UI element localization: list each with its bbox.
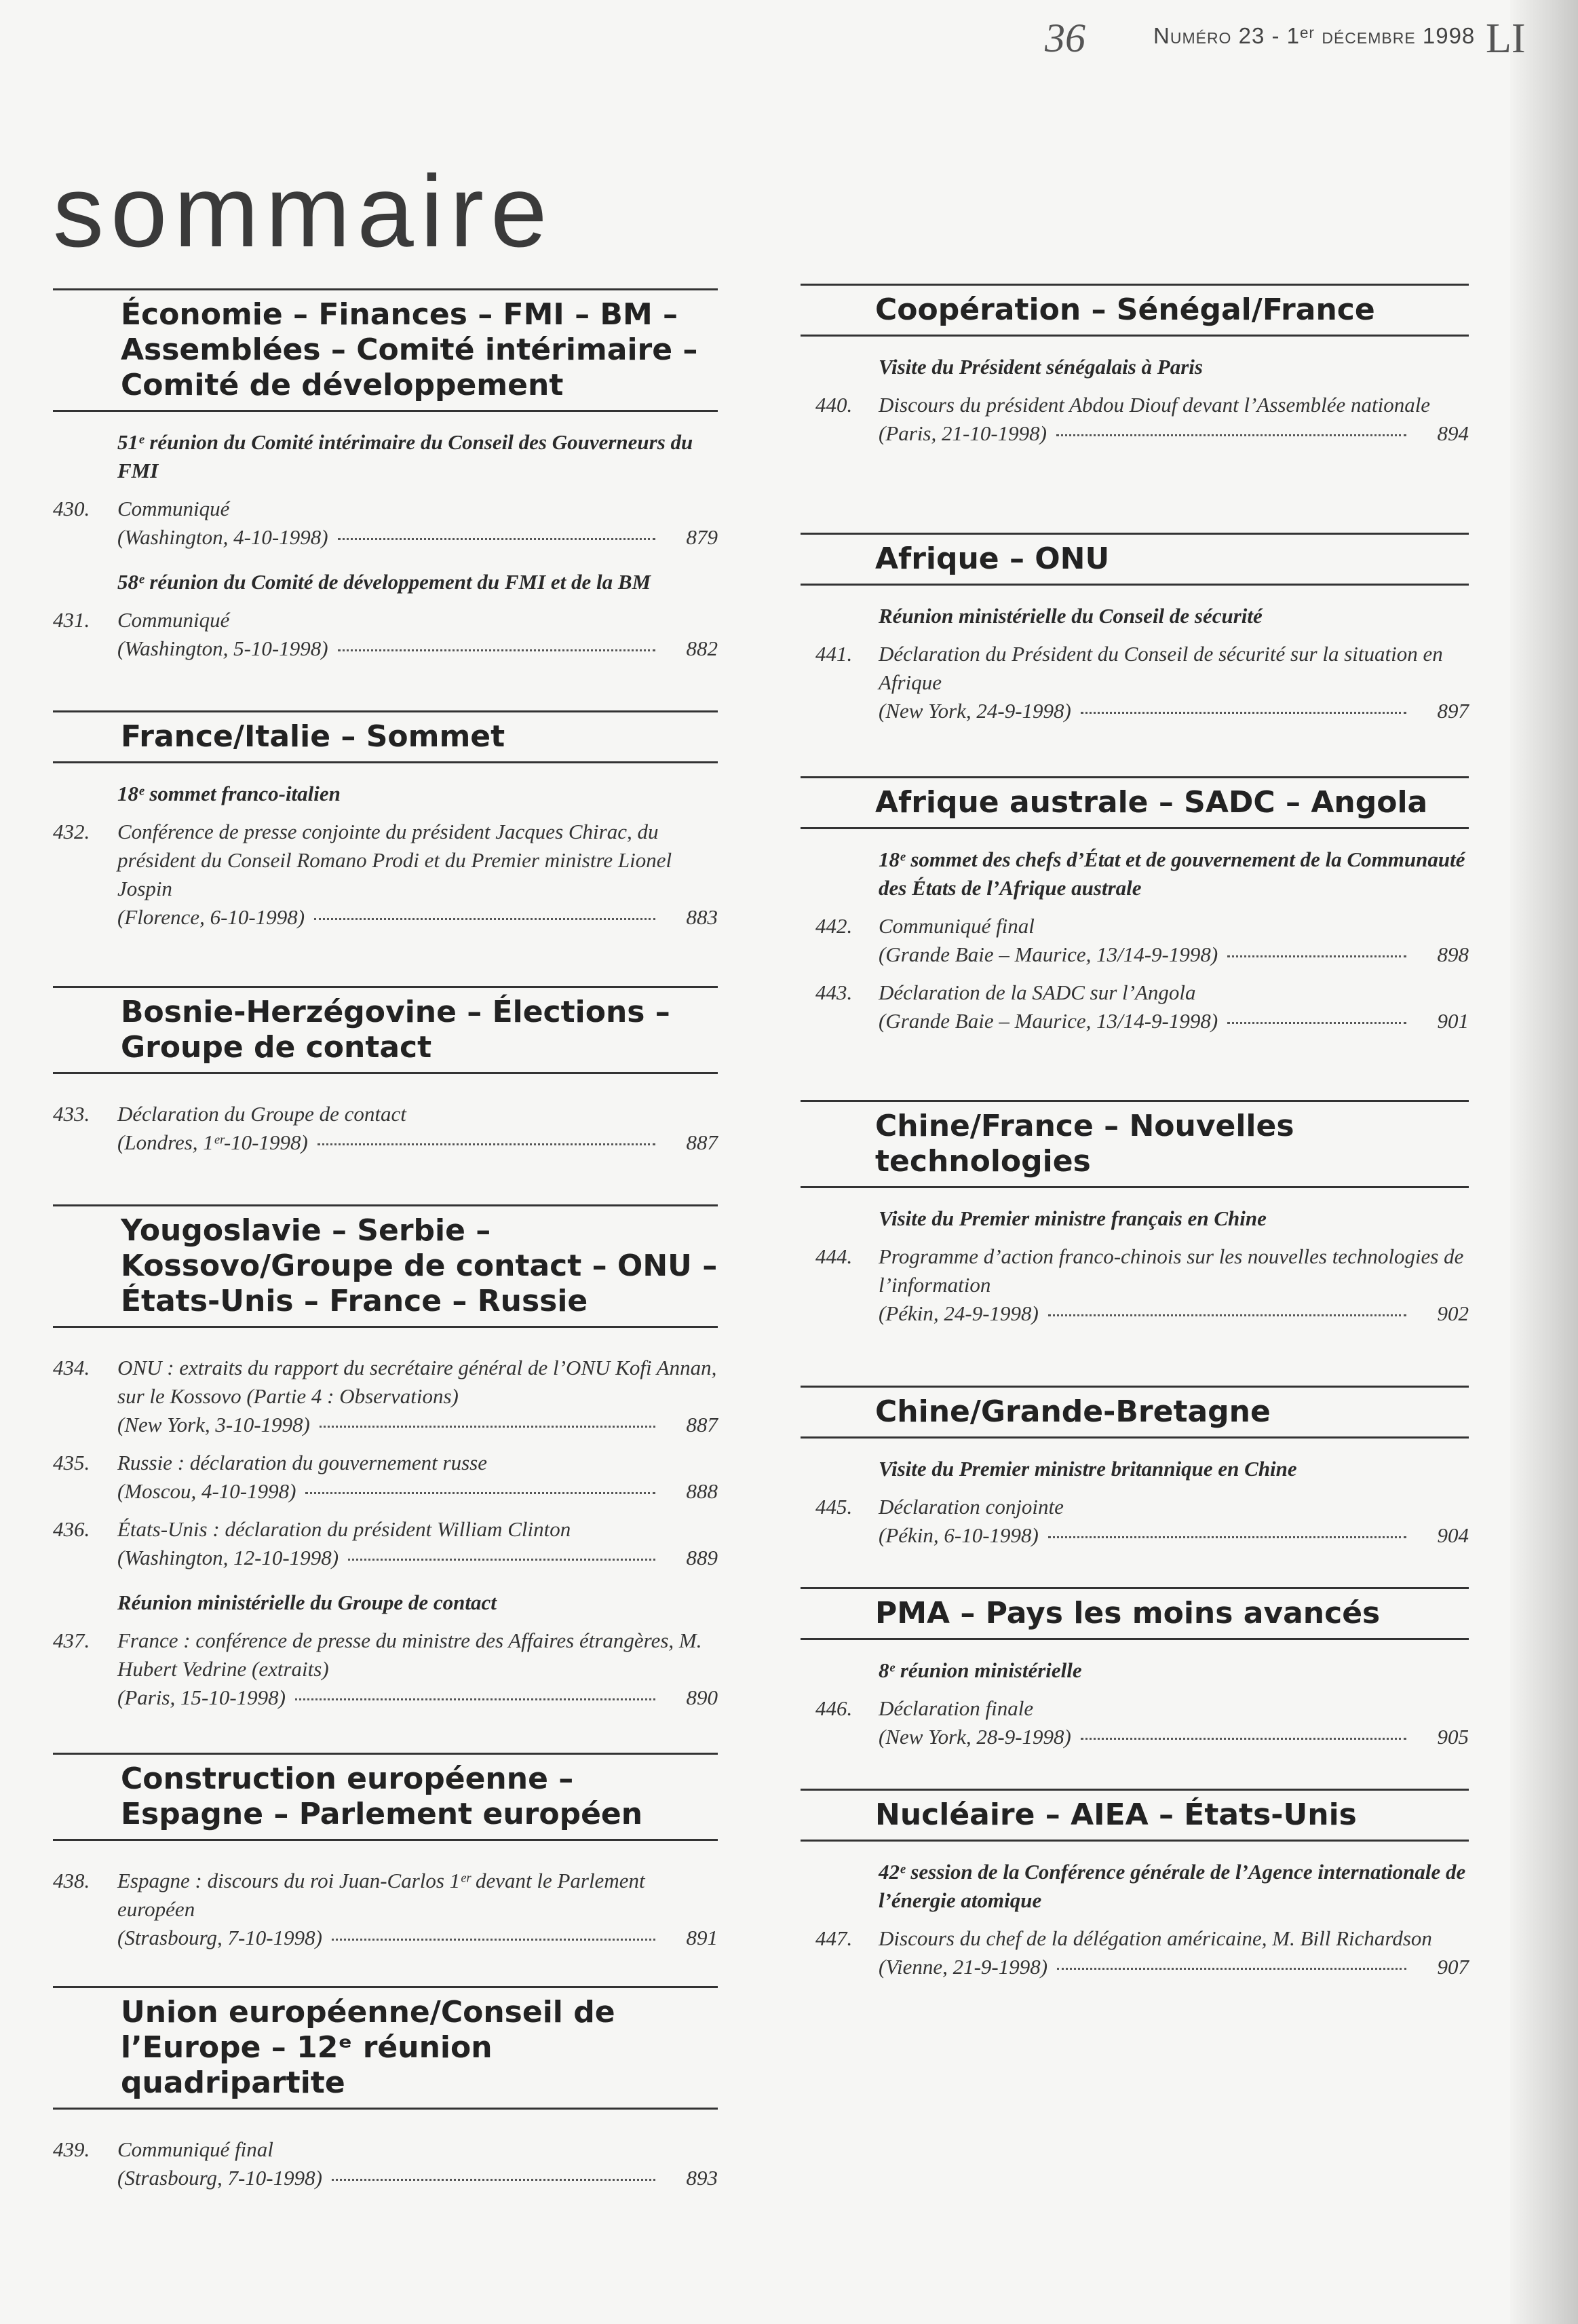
- entry-description: [117, 818, 718, 903]
- entry-body: [53, 1354, 718, 1439]
- page-edge-shadow: [1510, 0, 1578, 2324]
- entry-place-date: (New York, 3-10-1998): [117, 1413, 310, 1436]
- entry-place-date: (Paris, 15-10-1998): [117, 1685, 286, 1709]
- entry-text: Communiqué: [117, 608, 230, 632]
- entry-body: [53, 1515, 718, 1572]
- entry-citation: [117, 1128, 718, 1157]
- entry-page-number: 882: [686, 636, 718, 660]
- section-title: Yougoslavie – Serbie – Kossovo/Groupe de contact – ONU – États-Unis – France – Russie: [53, 1204, 718, 1328]
- entry-text: : déclaration du gouvernement russe: [172, 1451, 487, 1474]
- page-title: sommaire: [53, 154, 554, 268]
- dot-leader: [1227, 955, 1406, 957]
- entry-number: 442.: [815, 914, 853, 938]
- entry-place-date: (Grande Baie – Maurice, 13/14-9-1998): [879, 1009, 1218, 1033]
- dot-leader: [317, 1143, 655, 1145]
- section-title: France/Italie – Sommet: [53, 710, 718, 763]
- entry-place-date: (Londres, 1ᵉʳ-10-1998): [117, 1130, 308, 1154]
- entry-number: 446.: [815, 1696, 853, 1720]
- section-title: Nucléaire – AIEA – États-Unis: [801, 1789, 1469, 1842]
- entry-text: Discours du chef de la délégation américaine, M. Bill Richardson: [879, 1926, 1432, 1950]
- handwritten-mark: LI: [1486, 16, 1526, 62]
- section-title: Afrique australe – SADC – Angola: [801, 776, 1469, 829]
- entry-citation: [879, 697, 1469, 725]
- dot-leader: [1081, 711, 1406, 714]
- entry-page-number: 901: [1437, 1009, 1469, 1033]
- entry-body: [53, 495, 718, 552]
- entry-number: 430.: [53, 497, 90, 520]
- entry-place-date: (Paris, 21-10-1998): [879, 421, 1047, 445]
- section-subheading: 18ᵉ sommet des chefs d’État et de gouvernement de la Communauté des États de l’Afrique australe: [879, 847, 1465, 900]
- entry-citation: [117, 523, 718, 552]
- section-subheading: Visite du Président sénégalais à Paris: [879, 355, 1203, 379]
- entry-number: 440.: [815, 393, 853, 417]
- entry-number: 434.: [53, 1356, 90, 1379]
- dot-leader: [1056, 434, 1406, 436]
- entry-body: [53, 1867, 718, 1952]
- toc-section: [53, 1204, 718, 1712]
- entry-place-date: (Vienne, 21-9-1998): [879, 1955, 1048, 1979]
- dot-leader: [1081, 1737, 1406, 1740]
- toc-entry[interactable]: [801, 640, 1469, 725]
- entry-text: : déclaration du président William Clinton: [207, 1517, 571, 1541]
- right-column: [801, 284, 1469, 1981]
- entry-page-number: 890: [686, 1685, 718, 1709]
- spacer: [53, 2110, 718, 2126]
- entry-page-number: 887: [686, 1413, 718, 1436]
- entry-body: [801, 1924, 1469, 1981]
- toc-entry[interactable]: [801, 1493, 1469, 1550]
- entry-text: Déclaration finale: [879, 1696, 1034, 1720]
- entry-text: Déclaration du Président du Conseil de sécurité sur la situation en Afrique: [879, 642, 1443, 694]
- toc-entry[interactable]: [53, 1354, 718, 1439]
- toc-entry[interactable]: [53, 1515, 718, 1572]
- entry-description: [117, 606, 718, 634]
- section-title: PMA – Pays les moins avancés: [801, 1587, 1469, 1640]
- section-subheading: Réunion ministérielle du Groupe de contact: [117, 1590, 497, 1614]
- entry-description: [879, 978, 1469, 1007]
- entry-text: : conférence de presse du ministre des Affaires étrangères, M. Hubert Vedrine (extraits): [117, 1628, 702, 1681]
- entry-number: 443.: [815, 980, 853, 1004]
- section-subheading: 42ᵉ session de la Conférence générale de l’Agence internationale de l’énergie atomique: [879, 1860, 1466, 1912]
- toc-section: [53, 288, 718, 663]
- toc-entry[interactable]: [53, 1626, 718, 1712]
- dot-leader: [305, 1491, 655, 1494]
- issue-date: Numéro 23 - 1ᵉʳ décembre 1998: [1153, 23, 1476, 48]
- entry-citation: [117, 1411, 718, 1439]
- dot-leader: [348, 1558, 655, 1561]
- dot-leader: [338, 537, 655, 540]
- entry-body: [801, 1493, 1469, 1550]
- entry-place-date: (Pékin, 6-10-1998): [879, 1523, 1039, 1547]
- toc-entry[interactable]: [801, 1694, 1469, 1751]
- entry-number: 435.: [53, 1451, 90, 1474]
- entry-lead: Russie: [117, 1451, 172, 1474]
- toc-section: [801, 1587, 1469, 1751]
- entry-page-number: 887: [686, 1130, 718, 1154]
- entry-number: 444.: [815, 1244, 853, 1268]
- entry-citation: [879, 419, 1469, 448]
- entry-description: [117, 1449, 718, 1477]
- entry-body: [801, 391, 1469, 448]
- entry-place-date: (New York, 28-9-1998): [879, 1725, 1071, 1749]
- entry-body: [53, 606, 718, 663]
- dot-leader: [295, 1698, 655, 1700]
- toc-entry[interactable]: [801, 912, 1469, 969]
- toc-entry[interactable]: [53, 2135, 718, 2192]
- entry-number: 445.: [815, 1495, 853, 1519]
- entry-page-number: 897: [1437, 699, 1469, 723]
- section-subheading: Visite du Premier ministre français en Chine: [879, 1206, 1267, 1230]
- entry-description: [879, 640, 1469, 697]
- entry-place-date: (Moscou, 4-10-1998): [117, 1479, 296, 1503]
- toc-section: [801, 284, 1469, 448]
- entry-body: [801, 1694, 1469, 1751]
- entry-number: 447.: [815, 1926, 853, 1950]
- toc-section: [53, 1986, 718, 2192]
- section-title: Construction européenne – Espagne – Parlement européen: [53, 1753, 718, 1841]
- entry-description: [879, 1694, 1469, 1723]
- toc-entry[interactable]: [53, 1100, 718, 1157]
- entry-page-number: 905: [1437, 1725, 1469, 1749]
- entry-page-number: 893: [686, 2166, 718, 2190]
- entry-number: 441.: [815, 642, 853, 666]
- section-title: Chine/Grande-Bretagne: [801, 1386, 1469, 1439]
- entry-citation: [117, 903, 718, 932]
- entry-number: 439.: [53, 2137, 90, 2161]
- entry-body: [53, 818, 718, 932]
- section-title: Bosnie-Herzégovine – Élections – Groupe de contact: [53, 986, 718, 1074]
- entry-place-date: (Washington, 4-10-1998): [117, 525, 328, 549]
- entry-body: [53, 2135, 718, 2192]
- entry-page-number: 888: [686, 1479, 718, 1503]
- toc-section: [801, 1789, 1469, 1981]
- toc-entry[interactable]: [53, 606, 718, 663]
- section-title: Coopération – Sénégal/France: [801, 284, 1469, 337]
- toc-section: [53, 986, 718, 1157]
- entry-description: [117, 1100, 718, 1128]
- toc-section: [801, 1386, 1469, 1550]
- toc-entry[interactable]: [801, 1242, 1469, 1328]
- entry-text: Communiqué final: [117, 2137, 273, 2161]
- toc-entry[interactable]: [801, 1924, 1469, 1981]
- entry-text: Programme d’action franco-chinois sur les nouvelles technologies de l’information: [879, 1244, 1464, 1297]
- left-column: [53, 288, 718, 2192]
- dot-leader: [320, 1425, 655, 1428]
- entry-citation: [879, 1723, 1469, 1751]
- entry-citation: [117, 634, 718, 663]
- entry-place-date: (Florence, 6-10-1998): [117, 905, 305, 929]
- entry-citation: [117, 1477, 718, 1506]
- dot-leader: [1048, 1536, 1406, 1538]
- entry-text: : discours du roi Juan-Carlos 1ᵉʳ devant le Parlement européen: [117, 1869, 645, 1921]
- dot-leader: [1048, 1314, 1406, 1316]
- entry-citation: [879, 940, 1469, 969]
- entry-citation: [117, 1924, 718, 1952]
- entry-text: Discours du président Abdou Diouf devant l’Assemblée nationale: [879, 393, 1431, 417]
- section-subheading: 51ᵉ réunion du Comité intérimaire du Conseil des Gouverneurs du FMI: [117, 430, 693, 482]
- entry-description: [117, 1626, 718, 1683]
- entry-number: 438.: [53, 1869, 90, 1892]
- entry-body: [53, 1626, 718, 1712]
- toc-section: [801, 1100, 1469, 1328]
- toc-entry[interactable]: [53, 1449, 718, 1506]
- page-header: [1045, 15, 1533, 62]
- entry-body: [801, 640, 1469, 725]
- entry-description: [879, 912, 1469, 940]
- entry-body: [53, 1100, 718, 1157]
- entry-page-number: 904: [1437, 1523, 1469, 1547]
- dot-leader: [1227, 1021, 1406, 1024]
- entry-citation: [879, 1299, 1469, 1328]
- dot-leader: [338, 649, 655, 651]
- entry-body: [801, 912, 1469, 969]
- spacer: [53, 1841, 718, 1857]
- entry-text: Déclaration conjointe: [879, 1495, 1064, 1519]
- dot-leader: [332, 1938, 655, 1941]
- entry-lead: France: [117, 1628, 178, 1652]
- entry-lead: ONU: [117, 1356, 162, 1379]
- entry-number: 433.: [53, 1102, 90, 1126]
- entry-page-number: 891: [686, 1926, 718, 1949]
- entry-description: [117, 1515, 718, 1544]
- entry-page-number: 898: [1437, 942, 1469, 966]
- spacer: [53, 1328, 718, 1344]
- entry-description: [117, 2135, 718, 2164]
- entry-body: [801, 978, 1469, 1035]
- entry-description: [879, 1924, 1469, 1953]
- entry-page-number: 894: [1437, 421, 1469, 445]
- toc-entry[interactable]: [53, 1867, 718, 1952]
- entry-description: [117, 1354, 718, 1411]
- entry-number: 437.: [53, 1628, 90, 1652]
- handwritten-number: 36: [1045, 16, 1085, 60]
- section-subheading: Visite du Premier ministre britannique en Chine: [879, 1457, 1297, 1481]
- entry-description: [879, 1242, 1469, 1299]
- entry-place-date: (Washington, 12-10-1998): [117, 1546, 339, 1569]
- section-subheading: 18ᵉ sommet franco-italien: [117, 782, 341, 805]
- entry-description: [117, 1867, 718, 1924]
- toc-section: [53, 710, 718, 932]
- entry-citation: [117, 1544, 718, 1572]
- entry-citation: [117, 1683, 718, 1712]
- toc-entry[interactable]: [53, 495, 718, 552]
- entry-citation: [117, 2164, 718, 2192]
- section-title: Économie – Finances – FMI – BM – Assemblées – Comité intérimaire – Comité de développement: [53, 288, 718, 412]
- entry-description: [879, 391, 1469, 419]
- entry-page-number: 902: [1437, 1301, 1469, 1325]
- dot-leader: [332, 2178, 655, 2181]
- toc-section: [53, 1753, 718, 1952]
- entry-citation: [879, 1521, 1469, 1550]
- entry-description: [879, 1493, 1469, 1521]
- entry-place-date: (New York, 24-9-1998): [879, 699, 1071, 723]
- entry-number: 432.: [53, 820, 90, 843]
- entry-description: [117, 495, 718, 523]
- entry-citation: [879, 1007, 1469, 1035]
- toc-entry[interactable]: [801, 391, 1469, 448]
- section-subheading: Réunion ministérielle du Conseil de sécurité: [879, 604, 1263, 628]
- entry-number: 436.: [53, 1517, 90, 1541]
- entry-place-date: (Strasbourg, 7-10-1998): [117, 1926, 322, 1949]
- entry-page-number: 907: [1437, 1955, 1469, 1979]
- entry-citation: [879, 1953, 1469, 1981]
- dot-leader: [314, 917, 655, 920]
- entry-place-date: (Strasbourg, 7-10-1998): [117, 2166, 322, 2190]
- entry-page-number: 889: [686, 1546, 718, 1569]
- entry-text: Communiqué: [117, 497, 230, 520]
- entry-text: Déclaration du Groupe de contact: [117, 1102, 406, 1126]
- entry-page-number: 883: [686, 905, 718, 929]
- entry-body: [53, 1449, 718, 1506]
- entry-place-date: (Grande Baie – Maurice, 13/14-9-1998): [879, 942, 1218, 966]
- dot-leader: [1057, 1967, 1406, 1970]
- toc-entry[interactable]: [801, 978, 1469, 1035]
- entry-place-date: (Pékin, 24-9-1998): [879, 1301, 1039, 1325]
- entry-text: Communiqué final: [879, 914, 1035, 938]
- entry-lead: États-Unis: [117, 1517, 208, 1541]
- entry-body: [801, 1242, 1469, 1328]
- entry-lead: Espagne: [117, 1869, 190, 1892]
- entry-text: Conférence de presse conjointe du président Jacques Chirac, du président du Conseil Romano Prodi et du Premier ministre Lionel Jospin: [117, 820, 672, 900]
- spacer: [53, 1074, 718, 1090]
- entry-text: : extraits du rapport du secrétaire général de l’ONU Kofi Annan, sur le Kossovo (Partie 4 : Observations): [117, 1356, 717, 1408]
- entry-page-number: 879: [686, 525, 718, 549]
- section-title: Afrique – ONU: [801, 533, 1469, 586]
- section-subheading: 58ᵉ réunion du Comité de développement du FMI et de la BM: [117, 570, 651, 594]
- section-subheading: 8ᵉ réunion ministérielle: [879, 1658, 1082, 1682]
- toc-section: [801, 533, 1469, 725]
- entry-number: 431.: [53, 608, 90, 632]
- entry-place-date: (Washington, 5-10-1998): [117, 636, 328, 660]
- toc-section: [801, 776, 1469, 1035]
- toc-entry[interactable]: [53, 818, 718, 932]
- section-title: Chine/France – Nouvelles technologies: [801, 1100, 1469, 1188]
- entry-text: Déclaration de la SADC sur l’Angola: [879, 980, 1196, 1004]
- section-title: Union européenne/Conseil de l’Europe – 12ᵉ réunion quadripartite: [53, 1986, 718, 2110]
